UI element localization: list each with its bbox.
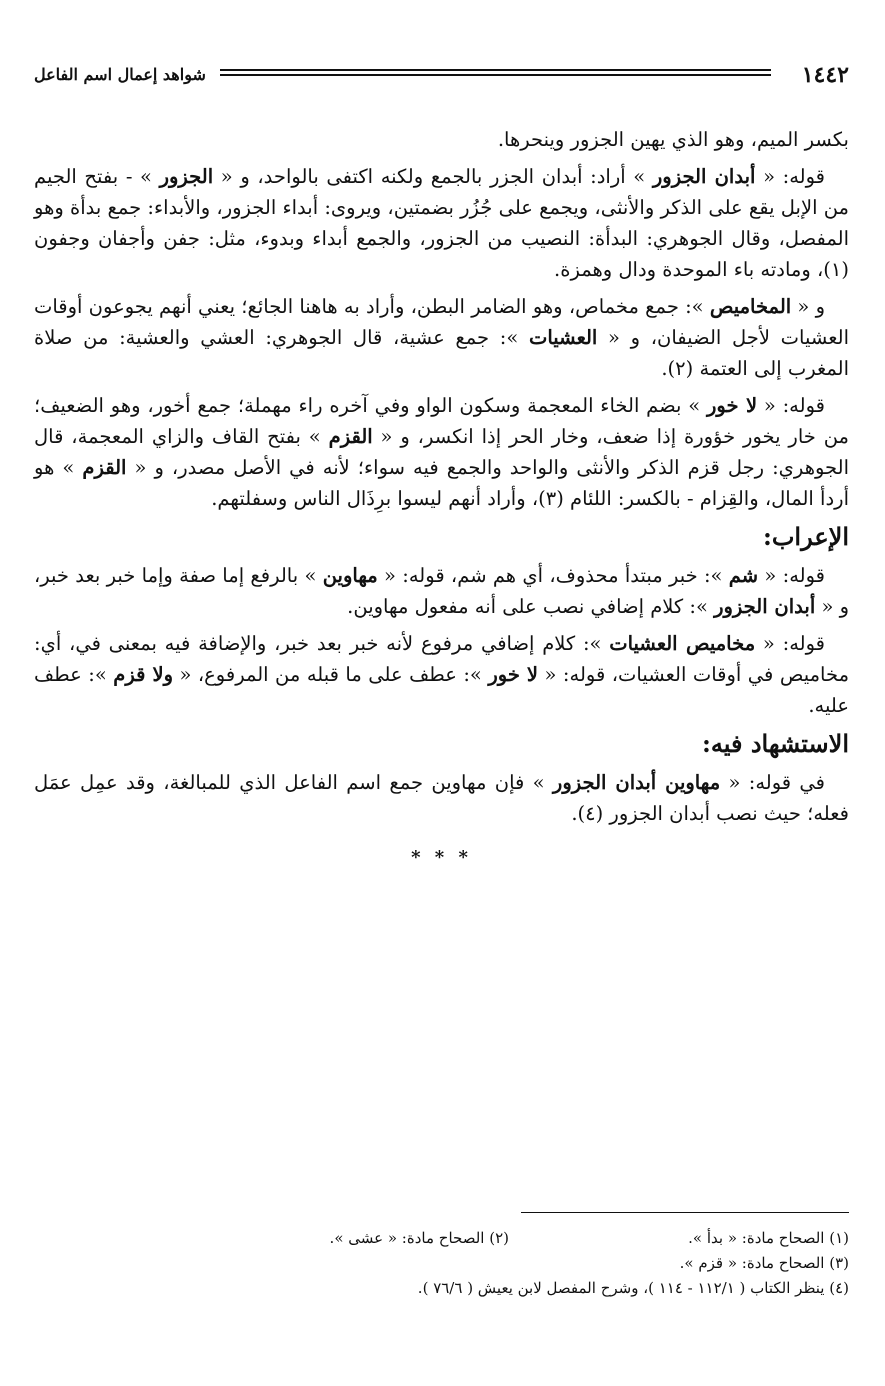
footnote-row <box>34 1226 849 1251</box>
footnote-row <box>34 1276 849 1301</box>
keyword: العشيات <box>528 326 598 349</box>
paragraph-7: في قوله: « مهاوين أبدان الجزور » فإن مهاوين جمع اسم الفاعل الذي للمبالغة، وقد عمِل عمَل فعله؛ حيث نصب أبدان الجزور (٤). <box>34 771 849 825</box>
footnotes <box>34 1226 849 1301</box>
header-double-rule <box>220 69 771 76</box>
paragraph-6: قوله: « مخاميص العشيات »: كلام إضافي مرفوع لأنه خبر بعد خبر، والإضافة فيه بمعنى في، أي: مخاميص في أوقات العشيات، قوله: « لا خور »: عطف على ما قبله من المرفوع، « ولا قزم »: عطف عليه. <box>34 632 850 717</box>
paragraph-2: قوله: « أبدان الجزور » أراد: أبدان الجزر بالجمع ولكنه اكتفى بالواحد، و « الجزور » - بفتح الجيم من الإبل يقع على الذكر والأنثى، ويجمع على جُزُر بضمتين، ويروى: أبداء الجزور، والأبداء: جمع بدأة وهو المفصل، وقال الجوهري: البدأة: النصيب من الجزور، والجمع أبداء وبدوء، مثل: جفن وأجفان وجفون (١)، ومادته باء الموحدة ودال وهمزة. <box>34 165 849 281</box>
running-header <box>34 62 849 92</box>
footnote-rule <box>521 1212 849 1213</box>
section-heading-irab: الإعراب: <box>762 522 849 551</box>
page-number: ١٤٤٢ <box>801 62 849 88</box>
paragraph-1: بكسر الميم، وهو الذي يهين الجزور وينحرها. <box>497 128 849 151</box>
keyword: مخاميص العشيات <box>609 632 756 655</box>
footnote-3: (٣) الصحاح مادة: « قزم ». <box>679 1254 849 1272</box>
keyword: مهاوين <box>322 564 378 587</box>
keyword: الجزور <box>159 165 214 188</box>
keyword: لا خور <box>707 394 758 417</box>
section-heading-istishhad: الاستشهاد فيه: <box>702 729 849 758</box>
paragraph-5: قوله: « شم »: خبر مبتدأ محذوف، أي هم شم، قوله: « مهاوين » بالرفع إما صفة وإما خبر بعد خبر، و « أبدان الجزور »: كلام إضافي نصب على أنه مفعول مهاوين. <box>34 564 849 618</box>
keyword: القزم <box>82 456 127 479</box>
keyword: ولا قزم <box>113 663 174 686</box>
keyword: أبدان الجزور <box>652 165 756 188</box>
keyword: القزم <box>328 425 373 448</box>
footnote-2: (٢) الصحاح مادة: « عشى ». <box>329 1229 509 1247</box>
keyword: شم <box>728 564 759 587</box>
paragraph-4: قوله: « لا خور » بضم الخاء المعجمة وسكون الواو وفي آخره راء مهملة؛ جمع أخور، وهو الضعيف؛ من خار يخور خؤورة إذا ضعف، وخار الحر إذا انكسر، و « القزم » بفتح القاف والزاي المعجمة، قال الجوهري: رجل قزم الذكر والأنثى والواحد والجمع فيه سواء؛ لأنه في الأصل مصدر، و « القزم » هو أردأ المال، والقِزام - بالكسر: اللئام (٣)، وأراد أنهم ليسوا برِذَال الناس وسفلتهم. <box>34 394 849 510</box>
running-title: شواهد إعمال اسم الفاعل <box>34 65 206 84</box>
paragraph-3: و « المخاميص »: جمع مخماص، وهو الضامر البطن، وأراد به هاهنا الجائع؛ يعني أنهم يجوعون أوقات العشيات لأجل الضيفان، و « العشيات »: جمع عشية، قال الجوهري: العشي والعشية: من صلاة المغرب إلى العتمة (٢). <box>34 295 849 380</box>
footnote-1: (١) الصحاح مادة: « بدأ ». <box>688 1229 849 1247</box>
footnote-4: (٤) ينظر الكتاب ( ١١٢/١ - ١١٤ )، وشرح المفصل لابن يعيش ( ٧٦/٦ ). <box>417 1279 849 1297</box>
footnote-row <box>34 1251 849 1276</box>
main-text <box>34 124 849 876</box>
section-separator: * * * <box>411 847 472 868</box>
keyword: المخاميص <box>709 295 792 318</box>
keyword: لا خور <box>488 663 539 686</box>
keyword: أبدان الجزور <box>714 595 816 618</box>
keyword: مهاوين أبدان الجزور <box>552 771 721 794</box>
